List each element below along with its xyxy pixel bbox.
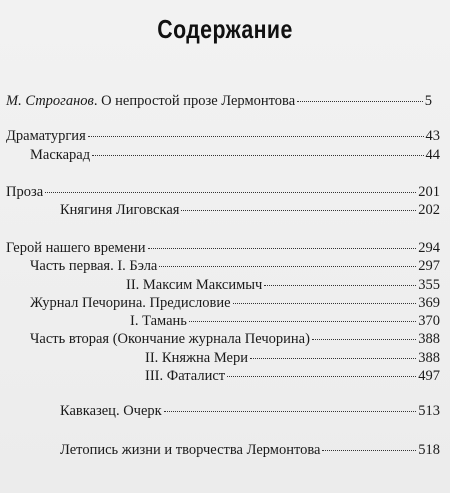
toc-entry-label: Герой нашего времени xyxy=(6,240,146,256)
toc-leader-dots xyxy=(312,339,416,340)
toc-entry-label: Кавказец. Очерк xyxy=(60,403,162,419)
toc-entry-label: Летопись жизни и творчества Лермонтова xyxy=(60,442,321,458)
toc-entry-page: 201 xyxy=(418,184,440,200)
toc-entry-page: 44 xyxy=(425,147,440,163)
toc-leader-dots xyxy=(148,248,417,249)
toc-entry-label: I. Тамань xyxy=(130,313,187,329)
toc-entry-page: 497 xyxy=(418,368,440,384)
toc-entry-page: 388 xyxy=(418,331,440,347)
toc-entry xyxy=(30,146,440,164)
toc-leader-dots xyxy=(159,266,416,267)
toc-entry xyxy=(60,441,440,459)
toc-entry xyxy=(145,367,440,385)
toc-entry-label: Драматургия xyxy=(6,128,86,144)
toc-entry-label: Проза xyxy=(6,184,44,200)
toc-entry xyxy=(30,257,440,275)
toc-entry-page: 370 xyxy=(418,313,440,329)
toc-leader-dots xyxy=(264,285,416,286)
toc-leader-dots xyxy=(88,136,424,137)
toc-entry xyxy=(60,402,440,420)
toc-leader-dots xyxy=(45,192,416,193)
toc-entry xyxy=(6,92,432,110)
toc-leader-dots xyxy=(92,155,423,156)
toc-entry-label: II. Княжна Мери xyxy=(145,350,248,366)
page-title: Содержание xyxy=(157,14,293,44)
toc-entry-author: М. Строганов xyxy=(6,93,94,109)
toc-entry xyxy=(126,276,440,294)
toc-entry xyxy=(6,183,440,201)
toc-entry xyxy=(145,349,440,367)
toc-entry-page: 518 xyxy=(418,442,440,458)
toc-entry xyxy=(30,294,440,312)
toc-leader-dots xyxy=(164,411,417,412)
toc-entry xyxy=(30,330,440,348)
toc-entry-page: 297 xyxy=(418,258,440,274)
toc-leader-dots xyxy=(181,210,416,211)
toc-entry-label: Маскарад xyxy=(30,147,91,163)
toc-entry-page: 388 xyxy=(418,350,440,366)
toc-entry-page: 294 xyxy=(418,240,440,256)
toc-entry-page: 513 xyxy=(418,403,440,419)
toc-entry xyxy=(60,201,440,219)
toc-entry-page: 43 xyxy=(425,128,440,144)
toc-leader-dots xyxy=(297,101,423,102)
toc-entry-label: О непростой прозе Лермонтова xyxy=(101,93,296,109)
toc-entry-page: 202 xyxy=(418,202,440,218)
toc-leader-dots xyxy=(322,450,416,451)
toc-entry xyxy=(130,312,440,330)
toc-entry-page: 5 xyxy=(424,93,432,109)
toc-entry-label: II. Максим Максимыч xyxy=(126,277,263,293)
toc-leader-dots xyxy=(189,321,416,322)
toc-entry-page: 355 xyxy=(418,277,440,293)
toc-entry-label: Журнал Печорина. Предисловие xyxy=(30,295,231,311)
toc-entry-label: Часть первая. I. Бэла xyxy=(30,258,158,274)
toc-entry xyxy=(6,239,440,257)
toc-entry-separator: . xyxy=(93,93,102,109)
toc-leader-dots xyxy=(250,358,416,359)
toc-entry-label: III. Фаталист xyxy=(145,368,226,384)
toc-leader-dots xyxy=(233,303,417,304)
toc-entry-label: Часть вторая (Окончание журнала Печорина) xyxy=(30,331,310,347)
toc-leader-dots xyxy=(227,376,416,377)
toc-entry-label: Княгиня Лиговская xyxy=(60,202,180,218)
toc-entry xyxy=(6,127,440,145)
toc-entry-page: 369 xyxy=(418,295,440,311)
